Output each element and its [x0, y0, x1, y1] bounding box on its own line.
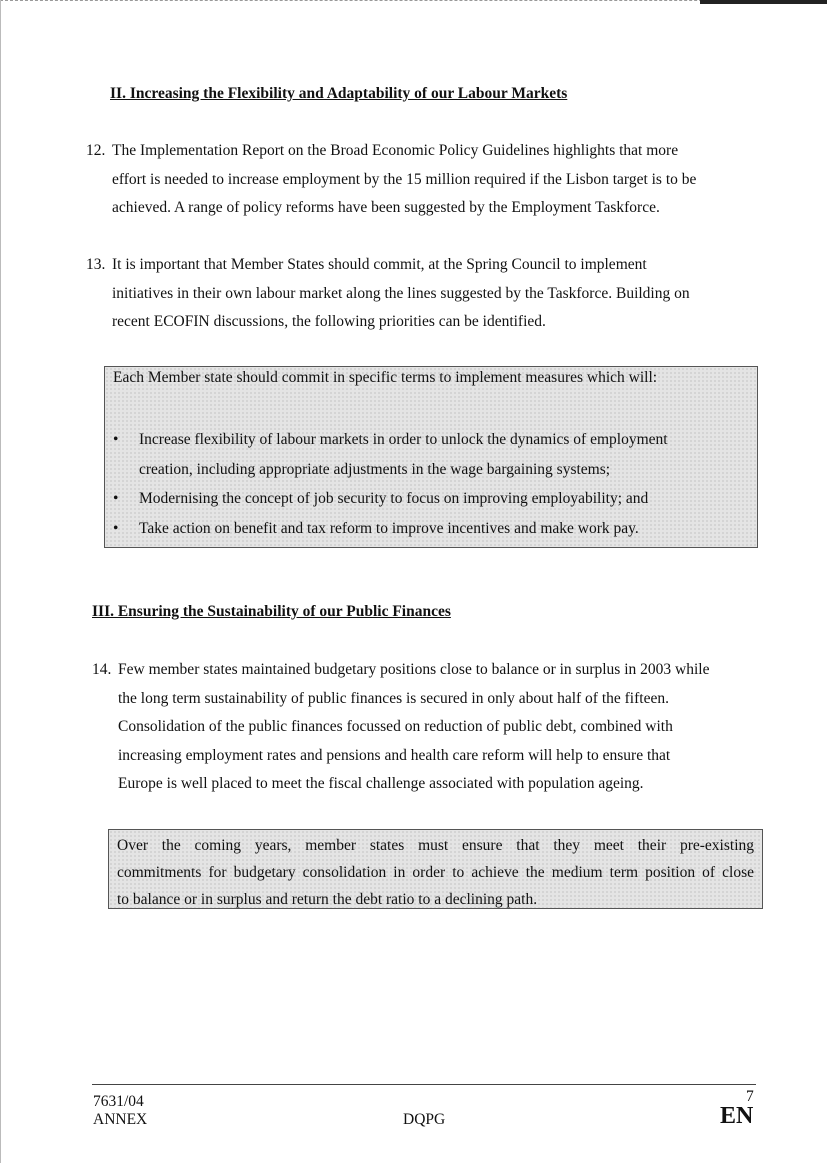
paragraph-number: 13. — [86, 256, 106, 273]
paragraph-12 — [86, 137, 696, 223]
paragraph-line: It is important that Member States should commit, at the Spring Council to implement — [112, 256, 647, 273]
paragraph-line: The Implementation Report on the Broad Economic Policy Guidelines highlights that more — [112, 142, 679, 159]
annex-label: ANNEX — [93, 1111, 148, 1128]
language-code: EN — [720, 1103, 754, 1129]
paragraph-number: 14. — [92, 661, 112, 678]
paragraph-line: achieved. A range of policy reforms have been suggested by the Employment Taskforce. — [112, 199, 660, 216]
paragraph-line: recent ECOFIN discussions, the following priorities can be identified. — [112, 313, 546, 330]
paragraph-line: the long term sustainability of public finances is secured in only about half of the fifteen. — [118, 689, 669, 707]
page-number: 7 — [746, 1088, 754, 1105]
paragraph-14 — [92, 656, 709, 799]
fiscal-consolidation-box — [108, 829, 763, 909]
box-line: to balance or in surplus and return the debt ratio to a declining path. — [117, 891, 538, 908]
bullet-line: creation, including appropriate adjustments in the wage bargaining systems; — [139, 460, 611, 478]
top-scan-mark — [700, 0, 827, 4]
labour-market-commitments-box — [104, 366, 758, 548]
paragraph-13 — [86, 251, 690, 337]
bullet-icon: • — [113, 431, 119, 448]
list-item — [113, 484, 668, 514]
paragraph-number: 12. — [86, 142, 106, 159]
paragraph-line: Few member states maintained budgetary positions close to balance or in surplus in 2003 while — [118, 661, 710, 678]
department-code: DQPG — [403, 1111, 446, 1128]
footer-divider — [92, 1084, 756, 1085]
paragraph-line: effort is needed to increase employment by the 15 million required if the Lisbon target is to be — [112, 170, 697, 188]
bullet-list — [113, 425, 668, 543]
list-item — [113, 425, 668, 484]
section-heading-2: II. Increasing the Flexibility and Adaptability of our Labour Markets — [110, 85, 568, 102]
paragraph-line: Europe is well placed to meet the fiscal challenge associated with population ageing. — [118, 775, 644, 792]
bullet-line: Take action on benefit and tax reform to improve incentives and make work pay. — [139, 519, 639, 537]
bullet-icon: • — [113, 490, 119, 507]
left-scan-edge — [0, 0, 1, 1163]
paragraph-line: initiatives in their own labour market along the lines suggested by the Taskforce. Building on — [112, 284, 690, 302]
bullet-line: Modernising the concept of job security to focus on improving employability; and — [139, 490, 649, 507]
list-item — [113, 514, 668, 544]
bullet-line: Increase flexibility of labour markets in order to unlock the dynamics of employment — [139, 431, 668, 448]
box-lead-text: Each Member state should commit in specific terms to implement measures which will: — [113, 369, 658, 386]
paragraph-line: increasing employment rates and pensions and health care reform will help to ensure that — [118, 746, 671, 764]
paragraph-line: Consolidation of the public finances focussed on reduction of public debt, combined with — [118, 718, 673, 735]
box-line: commitments for budgetary consolidation in order to achieve the medium term position of close — [117, 864, 754, 881]
bullet-icon: • — [113, 519, 119, 537]
doc-number: 7631/04 — [93, 1093, 144, 1110]
section-heading-3: III. Ensuring the Sustainability of our Public Finances — [92, 603, 451, 620]
box-line: Over the coming years, member states must ensure that they meet their pre-existing — [117, 837, 754, 854]
